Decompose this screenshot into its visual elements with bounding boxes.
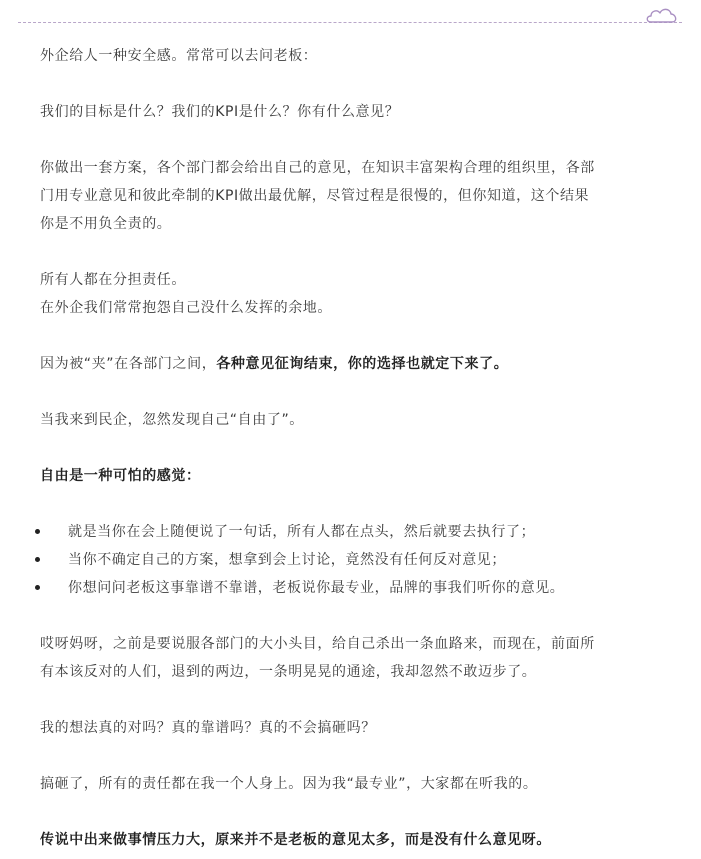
paragraph-line: 哎呀妈呀，之前是要说服各部门的大小头目，给自己杀出一条血路来，而现在，前面所: [40, 636, 595, 652]
bold-emphasis: 各种意见征询结束，你的选择也就定下来了。: [216, 356, 509, 372]
paragraph: 我的想法真的对吗？真的靠谱吗？真的不会搞砸吗？: [40, 720, 376, 736]
bullet-list: [40, 518, 670, 602]
paragraph-line: 门用专业意见和彼此牵制的KPI做出最优解，尽管过程是很慢的，但你知道，这个结果: [40, 188, 590, 204]
article-body: [40, 42, 670, 854]
paragraph: 外企给人一种安全感。常常可以去问老板：: [40, 48, 318, 64]
cloud-icon: [645, 6, 679, 24]
list-item-text: 就是当你在会上随便说了一句话，所有人都在点头，然后就要去执行了；: [68, 524, 536, 540]
bullet-dot-icon: [35, 557, 40, 562]
paragraph: 搞砸了，所有的责任都在我一个人身上。因为我“最专业”，大家都在听我的。: [40, 776, 538, 792]
paragraph-line: 你是不用负全责的。: [40, 216, 172, 232]
list-item-text: 当你不确定自己的方案，想拿到会上讨论，竟然没有任何反对意见；: [68, 552, 506, 568]
paragraph: [40, 350, 670, 378]
paragraph-line: 有本该反对的人们，退到的两边，一条明晃晃的通途，我却忽然不敢迈步了。: [40, 664, 537, 680]
bullet-dot-icon: [35, 585, 40, 590]
list-item: [40, 546, 670, 574]
paragraph-text: 因为被“夹”在各部门之间，: [40, 356, 217, 372]
list-item-text: 你想问问老板这事靠谱不靠谱，老板说你最专业，品牌的事我们听你的意见。: [68, 580, 565, 596]
paragraph-line: 你做出一套方案，各个部门都会给出自己的意见，在知识丰富架构合理的组织里，各部: [40, 160, 595, 176]
paragraph: [40, 154, 670, 238]
paragraph-line: 在外企我们常常抱怨自己没什么发挥的余地。: [40, 300, 332, 316]
bold-heading: 自由是一种可怕的感觉：: [40, 468, 201, 484]
list-item: [40, 574, 670, 602]
paragraph: [40, 266, 670, 322]
bold-conclusion: 传说中出来做事情压力大，原来并不是老板的意见太多，而是没有什么意见呀。: [40, 832, 551, 848]
paragraph: 当我来到民企，忽然发现自己“自由了”。: [40, 412, 304, 428]
bullet-dot-icon: [35, 529, 40, 534]
paragraph: [40, 630, 670, 686]
list-item: [40, 518, 670, 546]
dashed-divider: [18, 22, 682, 23]
paragraph: 我们的目标是什么？我们的KPI是什么？你有什么意见？: [40, 104, 400, 120]
paragraph-line: 所有人都在分担责任。: [40, 272, 186, 288]
